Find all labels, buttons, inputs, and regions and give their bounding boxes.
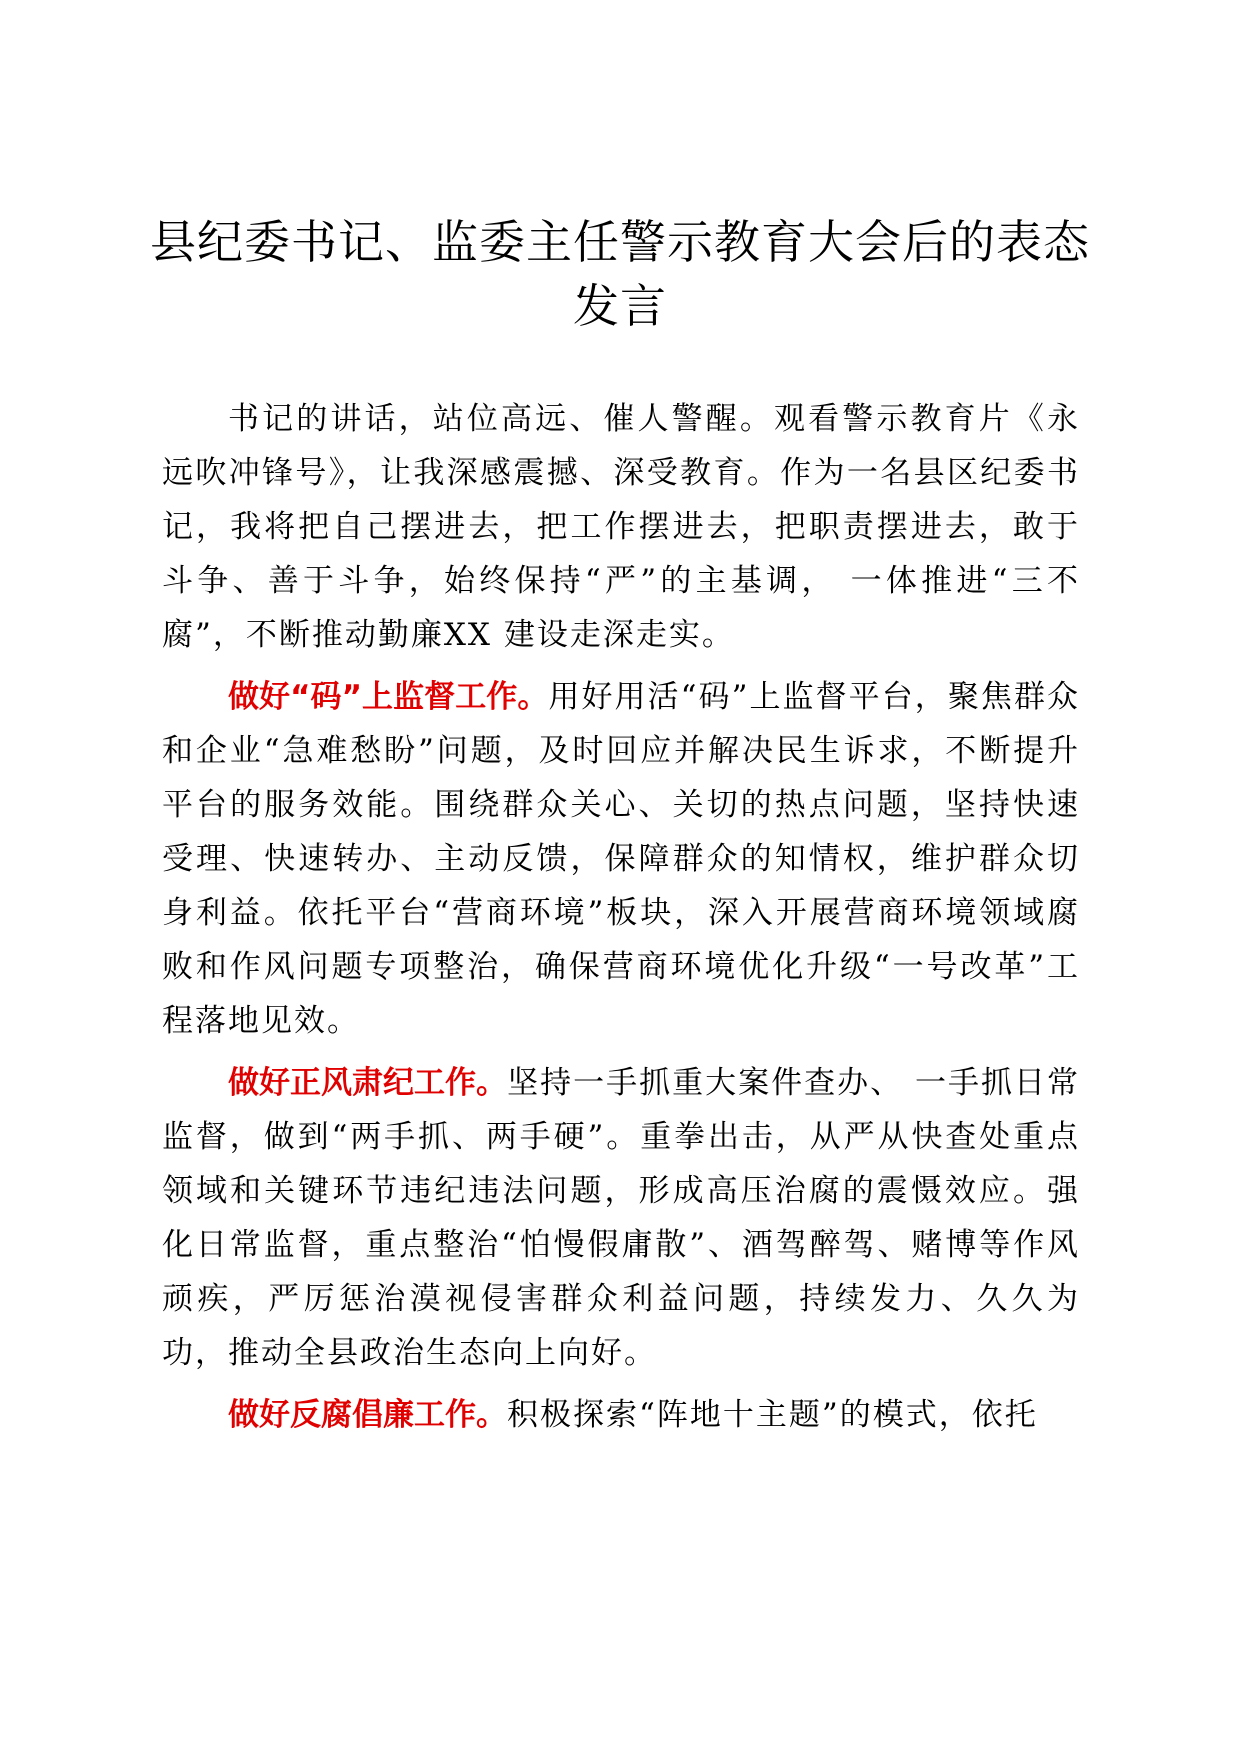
paragraph-lead: 做好“码”上监督工作。 bbox=[228, 679, 549, 715]
paragraph-text: 用好用活“码”上监督平台，聚焦群众和企业“急难愁盼”问题，及时回应并解决民生诉求，不断提升平台的服务效能。围绕群众关心、关切的热点问题，坚持快速受理、快速转办、主动反馈，保障群众的知情权，维护群众切身利益。依托平台“营商环境”板块，深入开展营商环境领域腐败和作风问题专项整治，确保营商环境优化升级“一号改革”工程落地见效。 bbox=[162, 679, 1081, 1039]
paragraph-intro bbox=[162, 392, 1080, 662]
document-body bbox=[162, 392, 1080, 1450]
paragraph-lead: 做好反腐倡廉工作。 bbox=[228, 1397, 507, 1433]
paragraph-text: 书记的讲话，站位高远、催人警醒。观看警示教育片《永远吹冲锋号》，让我深感震撼、深受教育。作为一名县区纪委书记，我将把自己摆进去，把工作摆进去，把职责摆进去，敢于斗争、善于斗争，始终保持“严”的主基调， 一体推进“三不腐”，不断推动勤廉XX 建设走深走实。 bbox=[162, 401, 1080, 653]
paragraph-discipline bbox=[162, 1056, 1080, 1380]
document-title: 县纪委书记、监委主任警示教育大会后的表态发言 bbox=[150, 215, 1090, 333]
paragraph-lead: 做好正风肃纪工作。 bbox=[228, 1065, 508, 1101]
paragraph-text: 坚持一手抓重大案件查办、 一手抓日常监督，做到“两手抓、两手硬”。重拳出击，从严从快查处重点领域和关键环节违纪违法问题，形成高压治腐的震慑效应。强化日常监督，重点整治“怕慢假庸散”、酒驾醉驾、赌博等作风顽疾，严厉惩治漠视侵害群众利益问题，持续发力、久久为功，推动全县政治生态向上向好。 bbox=[162, 1065, 1081, 1371]
paragraph-text: 积极探索“阵地十主题”的模式，依托 bbox=[507, 1397, 1038, 1433]
paragraph-anti-corruption bbox=[162, 1388, 1080, 1442]
paragraph-code-supervision bbox=[162, 670, 1080, 1048]
